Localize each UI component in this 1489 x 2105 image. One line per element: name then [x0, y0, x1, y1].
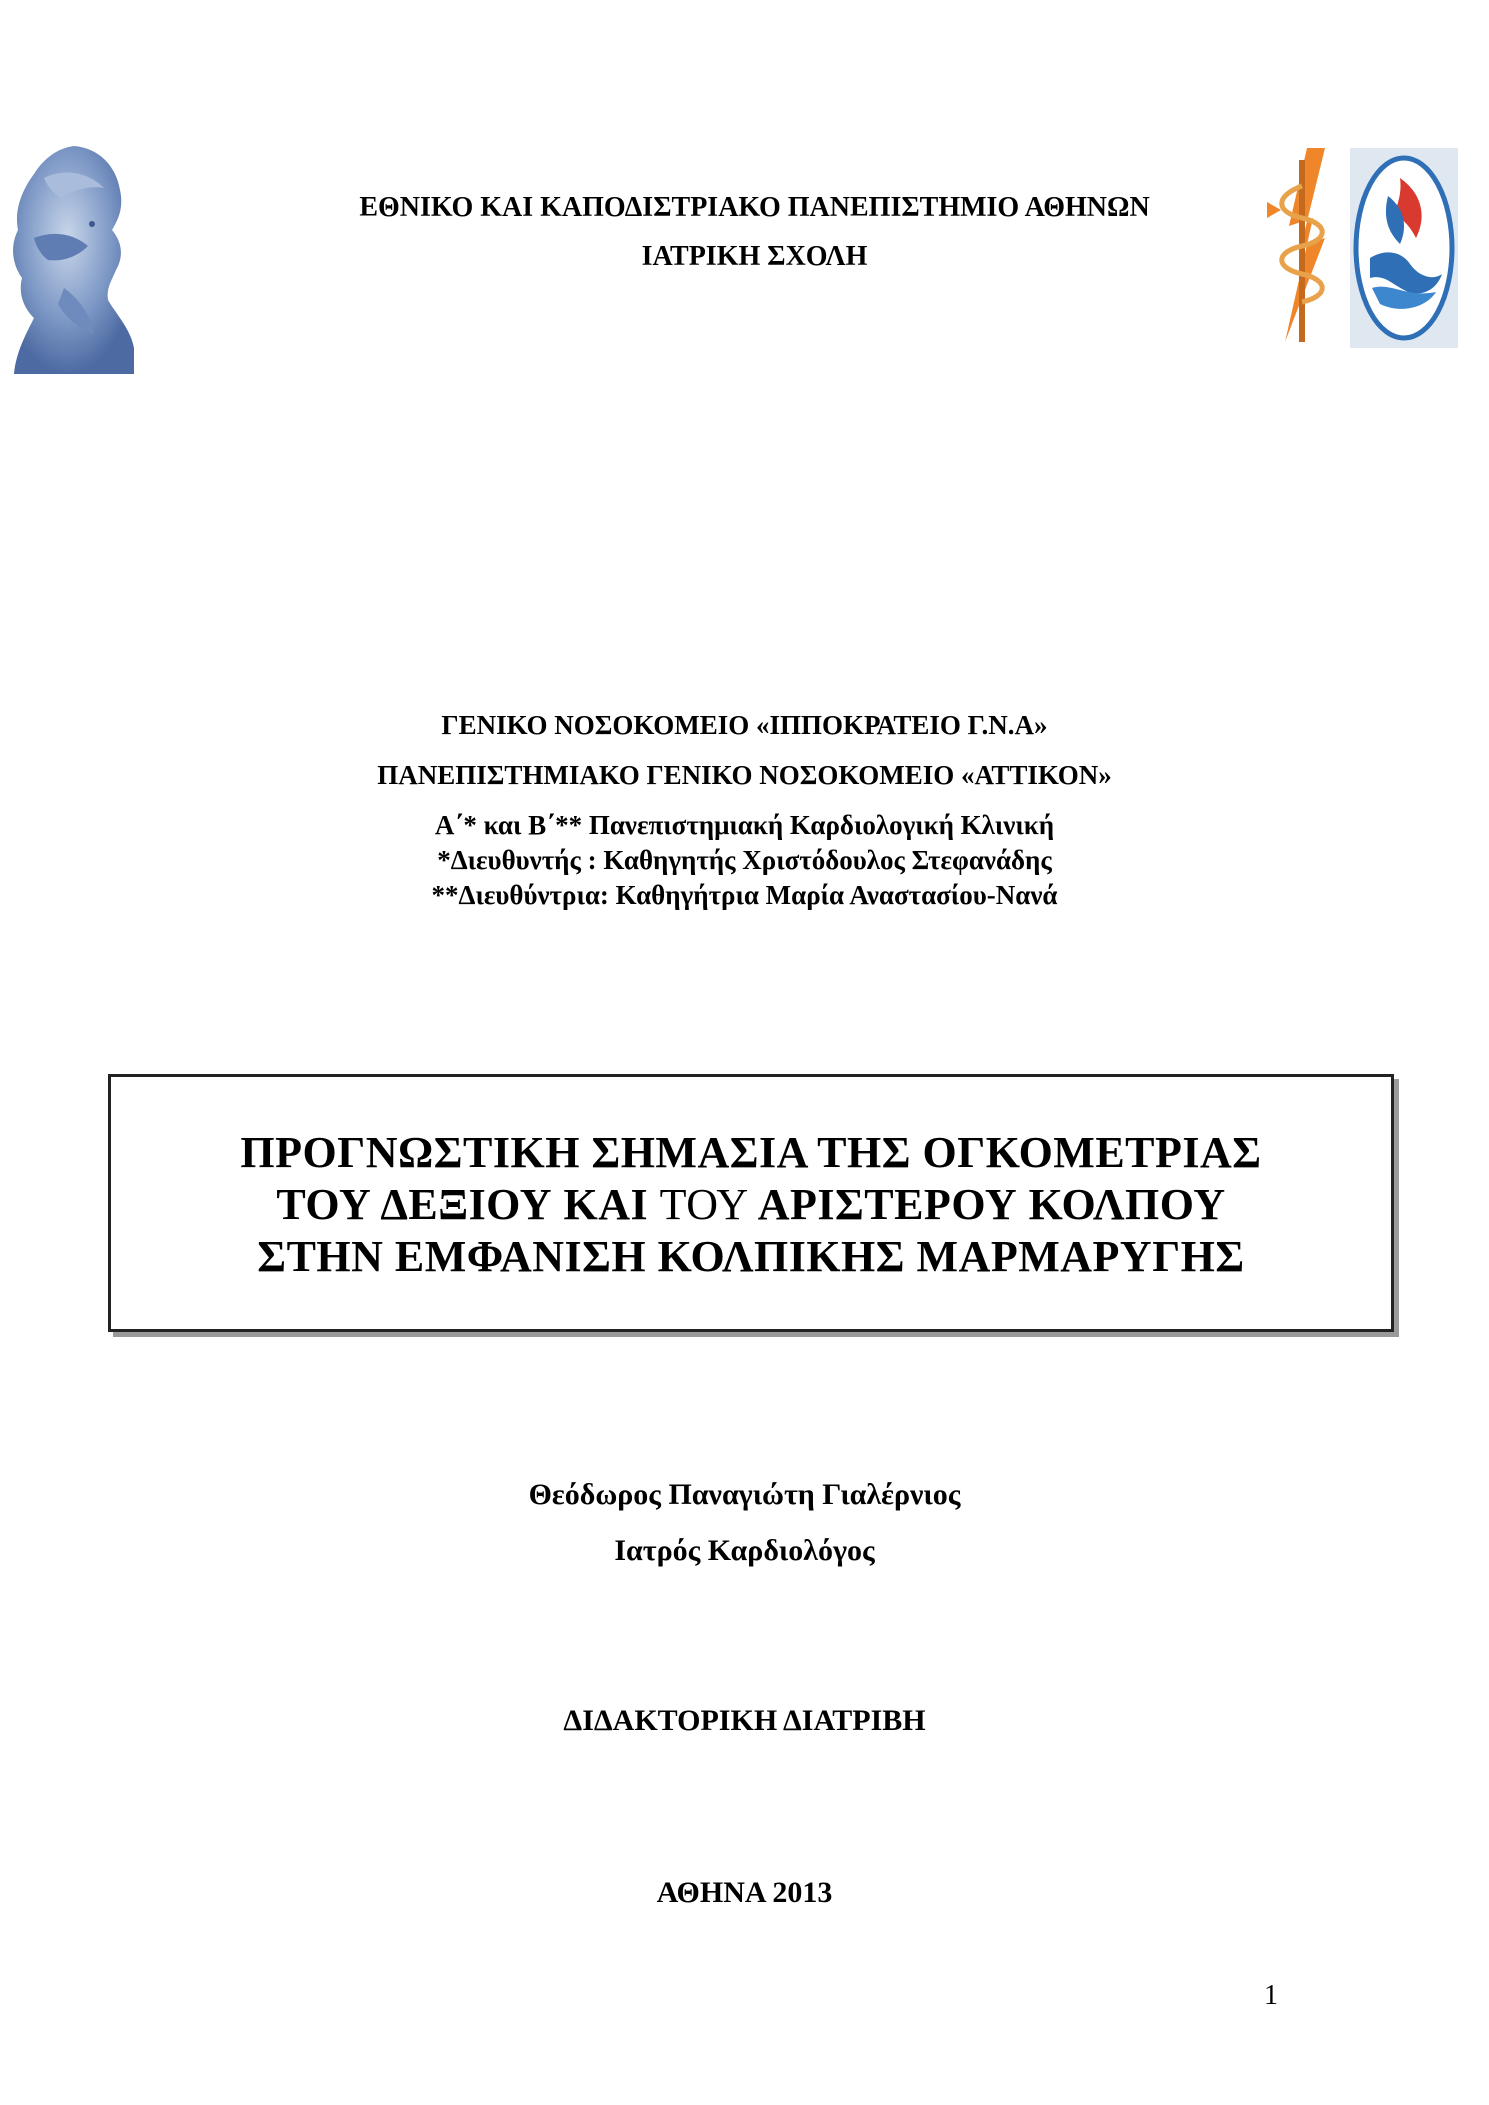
author-role: Ιατρός Καρδιολόγος	[614, 1534, 875, 1567]
clinic-name: Α΄* και Β΄** Πανεπιστημιακή Καρδιολογική Κλινική	[434, 810, 1055, 840]
title-line-2-part-a: ΤΟΥ ΔΕΞΙΟΥ ΚΑΙ	[276, 1180, 660, 1229]
title-line-1: ΠΡΟΓΝΩΣΤΙΚΗ ΣΗΜΑΣΙΑ ΤΗΣ ΟΓΚΟΜΕΤΡΙΑΣ	[240, 1128, 1262, 1177]
author-name: Θεόδωρος Παναγιώτη Γιαλέρνιος	[528, 1478, 961, 1511]
thesis-title-box	[108, 1074, 1394, 1332]
director-line-2: **Διευθύντρια: Καθηγήτρια Μαρία Αναστασίου-Νανά	[431, 880, 1058, 910]
place-year: ΑΘΗΝΑ 2013	[656, 1876, 833, 1909]
page-number: 1	[1264, 1980, 1278, 2011]
director-line-1: *Διευθυντής : Καθηγητής Χριστόδουλος Στεφανάδης	[437, 845, 1052, 875]
school-name: ΙΑΤΡΙΚΗ ΣΧΟΛΗ	[641, 241, 868, 272]
hospital-line-1: ΓΕΝΙΚΟ ΝΟΣΟΚΟΜΕΙΟ «ΙΠΠΟΚΡΑΤΕΙΟ Γ.Ν.Α»	[441, 710, 1048, 740]
thesis-type: ΔΙΔΑΚΤΟΡΙΚΗ ΔΙΑΤΡΙΒΗ	[563, 1704, 926, 1737]
title-line-2-part-b: ΤΟΥ	[659, 1180, 749, 1229]
hospital-line-2: ΠΑΝΕΠΙΣΤΗΜΙΑΚΟ ΓΕΝΙΚΟ ΝΟΣΟΚΟΜΕΙΟ «ΑΤΤΙΚΟΝ»	[377, 760, 1112, 790]
title-line-2-part-c: ΑΡΙΣΤΕΡΟΥ ΚΟΛΠΟΥ	[748, 1180, 1226, 1229]
title-line-2	[111, 1179, 1391, 1230]
title-line-3: ΣΤΗΝ ΕΜΦΑΝΙΣΗ ΚΟΛΠΙΚΗΣ ΜΑΡΜΑΡΥΓΗΣ	[257, 1232, 1245, 1281]
university-name: ΕΘΝΙΚΟ ΚΑΙ ΚΑΠΟΔΙΣΤΡΙΑΚΟ ΠΑΝΕΠΙΣΤΗΜΙΟ ΑΘΗΝΩΝ	[359, 192, 1150, 223]
